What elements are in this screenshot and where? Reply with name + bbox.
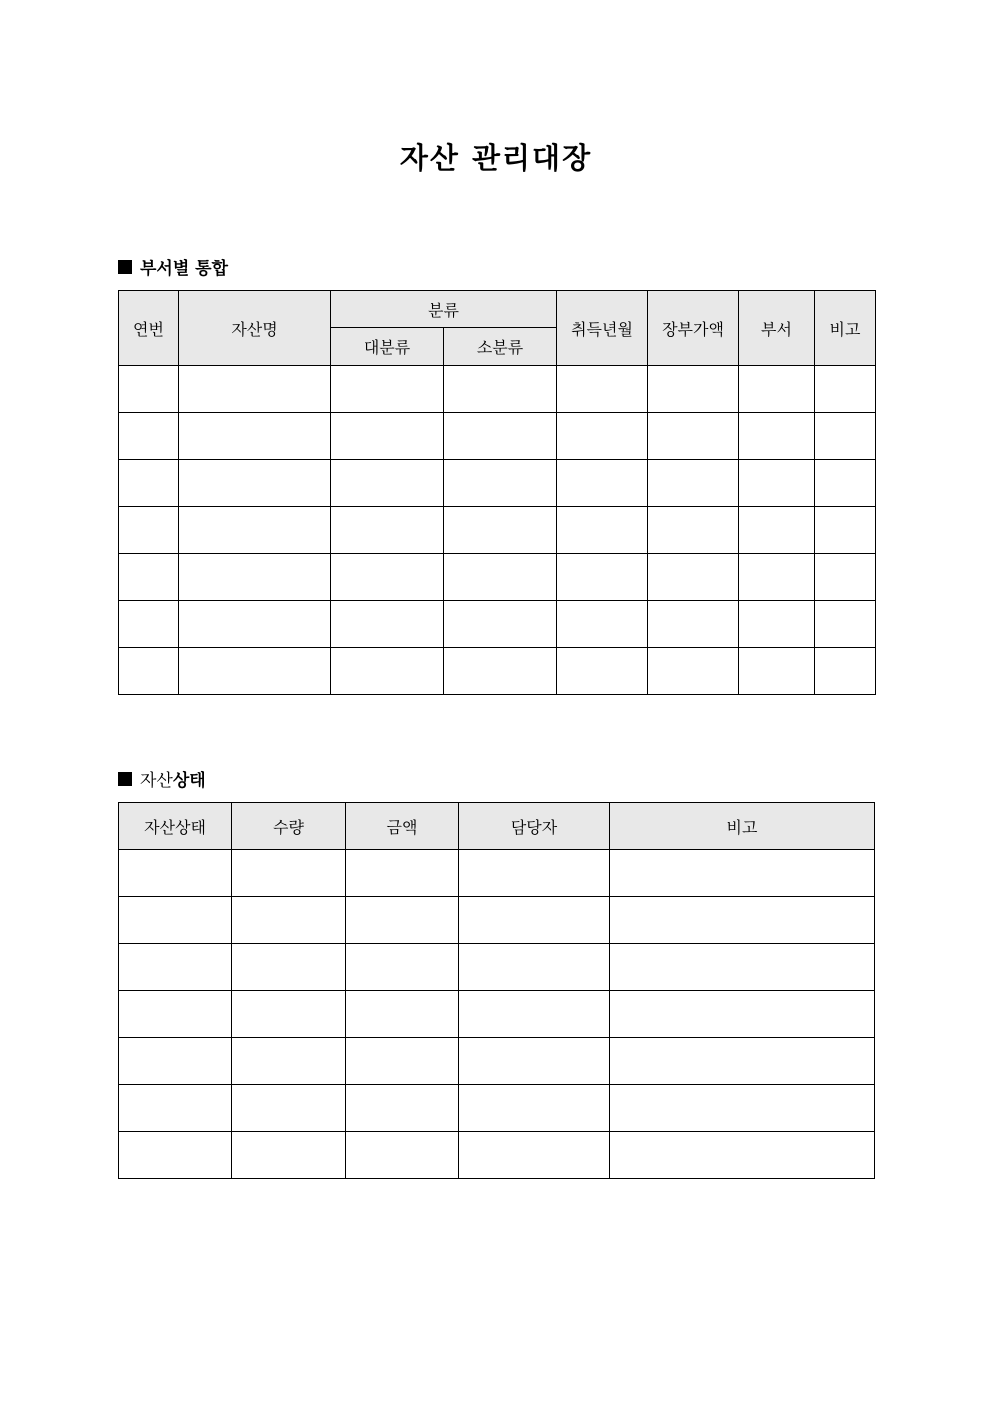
table-cell[interactable] [331, 460, 444, 507]
table-cell[interactable] [610, 1038, 875, 1085]
header-dept: 부서 [739, 291, 815, 366]
table-cell[interactable] [179, 366, 331, 413]
header-category: 분류 [331, 291, 557, 328]
table-cell[interactable] [119, 897, 232, 944]
table-cell[interactable] [232, 1132, 346, 1179]
header-cell: 수량 [232, 803, 346, 850]
table-cell[interactable] [815, 601, 876, 648]
table-cell[interactable] [444, 554, 557, 601]
table-cell[interactable] [232, 991, 346, 1038]
table-cell[interactable] [119, 991, 232, 1038]
table-cell[interactable] [119, 601, 179, 648]
table-cell[interactable] [346, 897, 459, 944]
table-cell[interactable] [346, 850, 459, 897]
table-cell[interactable] [648, 366, 739, 413]
table-cell[interactable] [119, 507, 179, 554]
table-cell[interactable] [444, 601, 557, 648]
table-cell[interactable] [648, 413, 739, 460]
table-cell[interactable] [557, 413, 648, 460]
page-title: 자산 관리대장 [399, 141, 593, 175]
section-label-normal: 자산 [140, 771, 173, 791]
table-cell[interactable] [346, 1085, 459, 1132]
table-row [119, 944, 875, 991]
table-cell[interactable] [557, 366, 648, 413]
table-cell[interactable] [232, 944, 346, 991]
table-cell[interactable] [444, 648, 557, 695]
table-cell[interactable] [815, 460, 876, 507]
table-cell[interactable] [346, 991, 459, 1038]
table-row [119, 413, 876, 460]
table-cell[interactable] [815, 507, 876, 554]
table-cell[interactable] [610, 897, 875, 944]
table-cell[interactable] [648, 507, 739, 554]
table-cell[interactable] [739, 601, 815, 648]
table-row [119, 1132, 875, 1179]
header-cell: 담당자 [459, 803, 610, 850]
table-cell[interactable] [444, 366, 557, 413]
table-cell[interactable] [331, 366, 444, 413]
table-row [119, 1038, 875, 1085]
table-cell[interactable] [119, 850, 232, 897]
header-minor: 소분류 [444, 328, 557, 366]
table-cell[interactable] [119, 460, 179, 507]
table-cell[interactable] [739, 648, 815, 695]
table-row [119, 850, 875, 897]
table-cell[interactable] [815, 413, 876, 460]
table-cell[interactable] [346, 944, 459, 991]
table-cell[interactable] [331, 507, 444, 554]
table-cell[interactable] [444, 460, 557, 507]
header-major: 대분류 [331, 328, 444, 366]
table-cell[interactable] [557, 601, 648, 648]
header-no: 연번 [119, 291, 179, 366]
table-cell[interactable] [346, 1038, 459, 1085]
section-label-bold: 상태 [172, 771, 206, 791]
header-cell: 금액 [346, 803, 459, 850]
table-cell[interactable] [459, 991, 610, 1038]
square-bullet-icon [118, 772, 132, 786]
section-heading-status [118, 766, 206, 791]
table-cell[interactable] [739, 554, 815, 601]
header-asset-name: 자산명 [179, 291, 331, 366]
table-row [119, 554, 876, 601]
table-cell[interactable] [459, 944, 610, 991]
table-row [119, 366, 876, 413]
table-cell[interactable] [232, 850, 346, 897]
table-cell[interactable] [648, 554, 739, 601]
table-cell[interactable] [119, 1038, 232, 1085]
table-cell[interactable] [119, 648, 179, 695]
table-cell[interactable] [444, 413, 557, 460]
table-cell[interactable] [557, 648, 648, 695]
table-row [119, 460, 876, 507]
header-acquired: 취득년월 [557, 291, 648, 366]
table-row [119, 1085, 875, 1132]
table-cell[interactable] [459, 1038, 610, 1085]
table-cell[interactable] [557, 554, 648, 601]
table-cell[interactable] [179, 554, 331, 601]
table-cell[interactable] [119, 1085, 232, 1132]
table-cell[interactable] [119, 554, 179, 601]
table-cell[interactable] [459, 850, 610, 897]
table-cell[interactable] [331, 648, 444, 695]
table-cell[interactable] [815, 648, 876, 695]
table-cell[interactable] [459, 897, 610, 944]
table-cell[interactable] [557, 507, 648, 554]
table-cell[interactable] [119, 944, 232, 991]
table-cell[interactable] [610, 1132, 875, 1179]
table-cell[interactable] [232, 897, 346, 944]
header-cell: 자산상태 [119, 803, 232, 850]
table-cell[interactable] [119, 1132, 232, 1179]
table-cell[interactable] [610, 944, 875, 991]
table-cell[interactable] [610, 850, 875, 897]
section-label: 부서별 통합 [140, 259, 229, 279]
table-cell[interactable] [331, 554, 444, 601]
section-heading-dept [118, 254, 228, 279]
table-cell[interactable] [179, 460, 331, 507]
dept-asset-table [118, 290, 876, 695]
header-cell: 비고 [610, 803, 875, 850]
asset-status-table [118, 802, 875, 1179]
table-cell[interactable] [179, 648, 331, 695]
header-note: 비고 [815, 291, 876, 366]
table-cell[interactable] [815, 366, 876, 413]
table-cell[interactable] [331, 413, 444, 460]
table-cell[interactable] [648, 460, 739, 507]
header-book-value: 장부가액 [648, 291, 739, 366]
table-row [119, 897, 875, 944]
table-row [119, 991, 875, 1038]
table-cell[interactable] [119, 413, 179, 460]
table-cell[interactable] [459, 1132, 610, 1179]
table-cell[interactable] [232, 1085, 346, 1132]
square-bullet-icon [118, 260, 132, 274]
table-cell[interactable] [739, 413, 815, 460]
table-cell[interactable] [610, 1085, 875, 1132]
table-row [119, 507, 876, 554]
table-cell[interactable] [557, 460, 648, 507]
table-cell[interactable] [739, 366, 815, 413]
table-cell[interactable] [648, 648, 739, 695]
table-cell[interactable] [232, 1038, 346, 1085]
table-cell[interactable] [444, 507, 557, 554]
table-cell[interactable] [610, 991, 875, 1038]
table-row [119, 601, 876, 648]
table-cell[interactable] [179, 413, 331, 460]
table-cell[interactable] [331, 601, 444, 648]
table-cell[interactable] [815, 554, 876, 601]
table-cell[interactable] [459, 1085, 610, 1132]
table-cell[interactable] [739, 460, 815, 507]
table-cell[interactable] [119, 366, 179, 413]
table-cell[interactable] [648, 601, 739, 648]
table-cell[interactable] [179, 601, 331, 648]
table-cell[interactable] [346, 1132, 459, 1179]
table-cell[interactable] [179, 507, 331, 554]
table-cell[interactable] [739, 507, 815, 554]
table-row [119, 648, 876, 695]
